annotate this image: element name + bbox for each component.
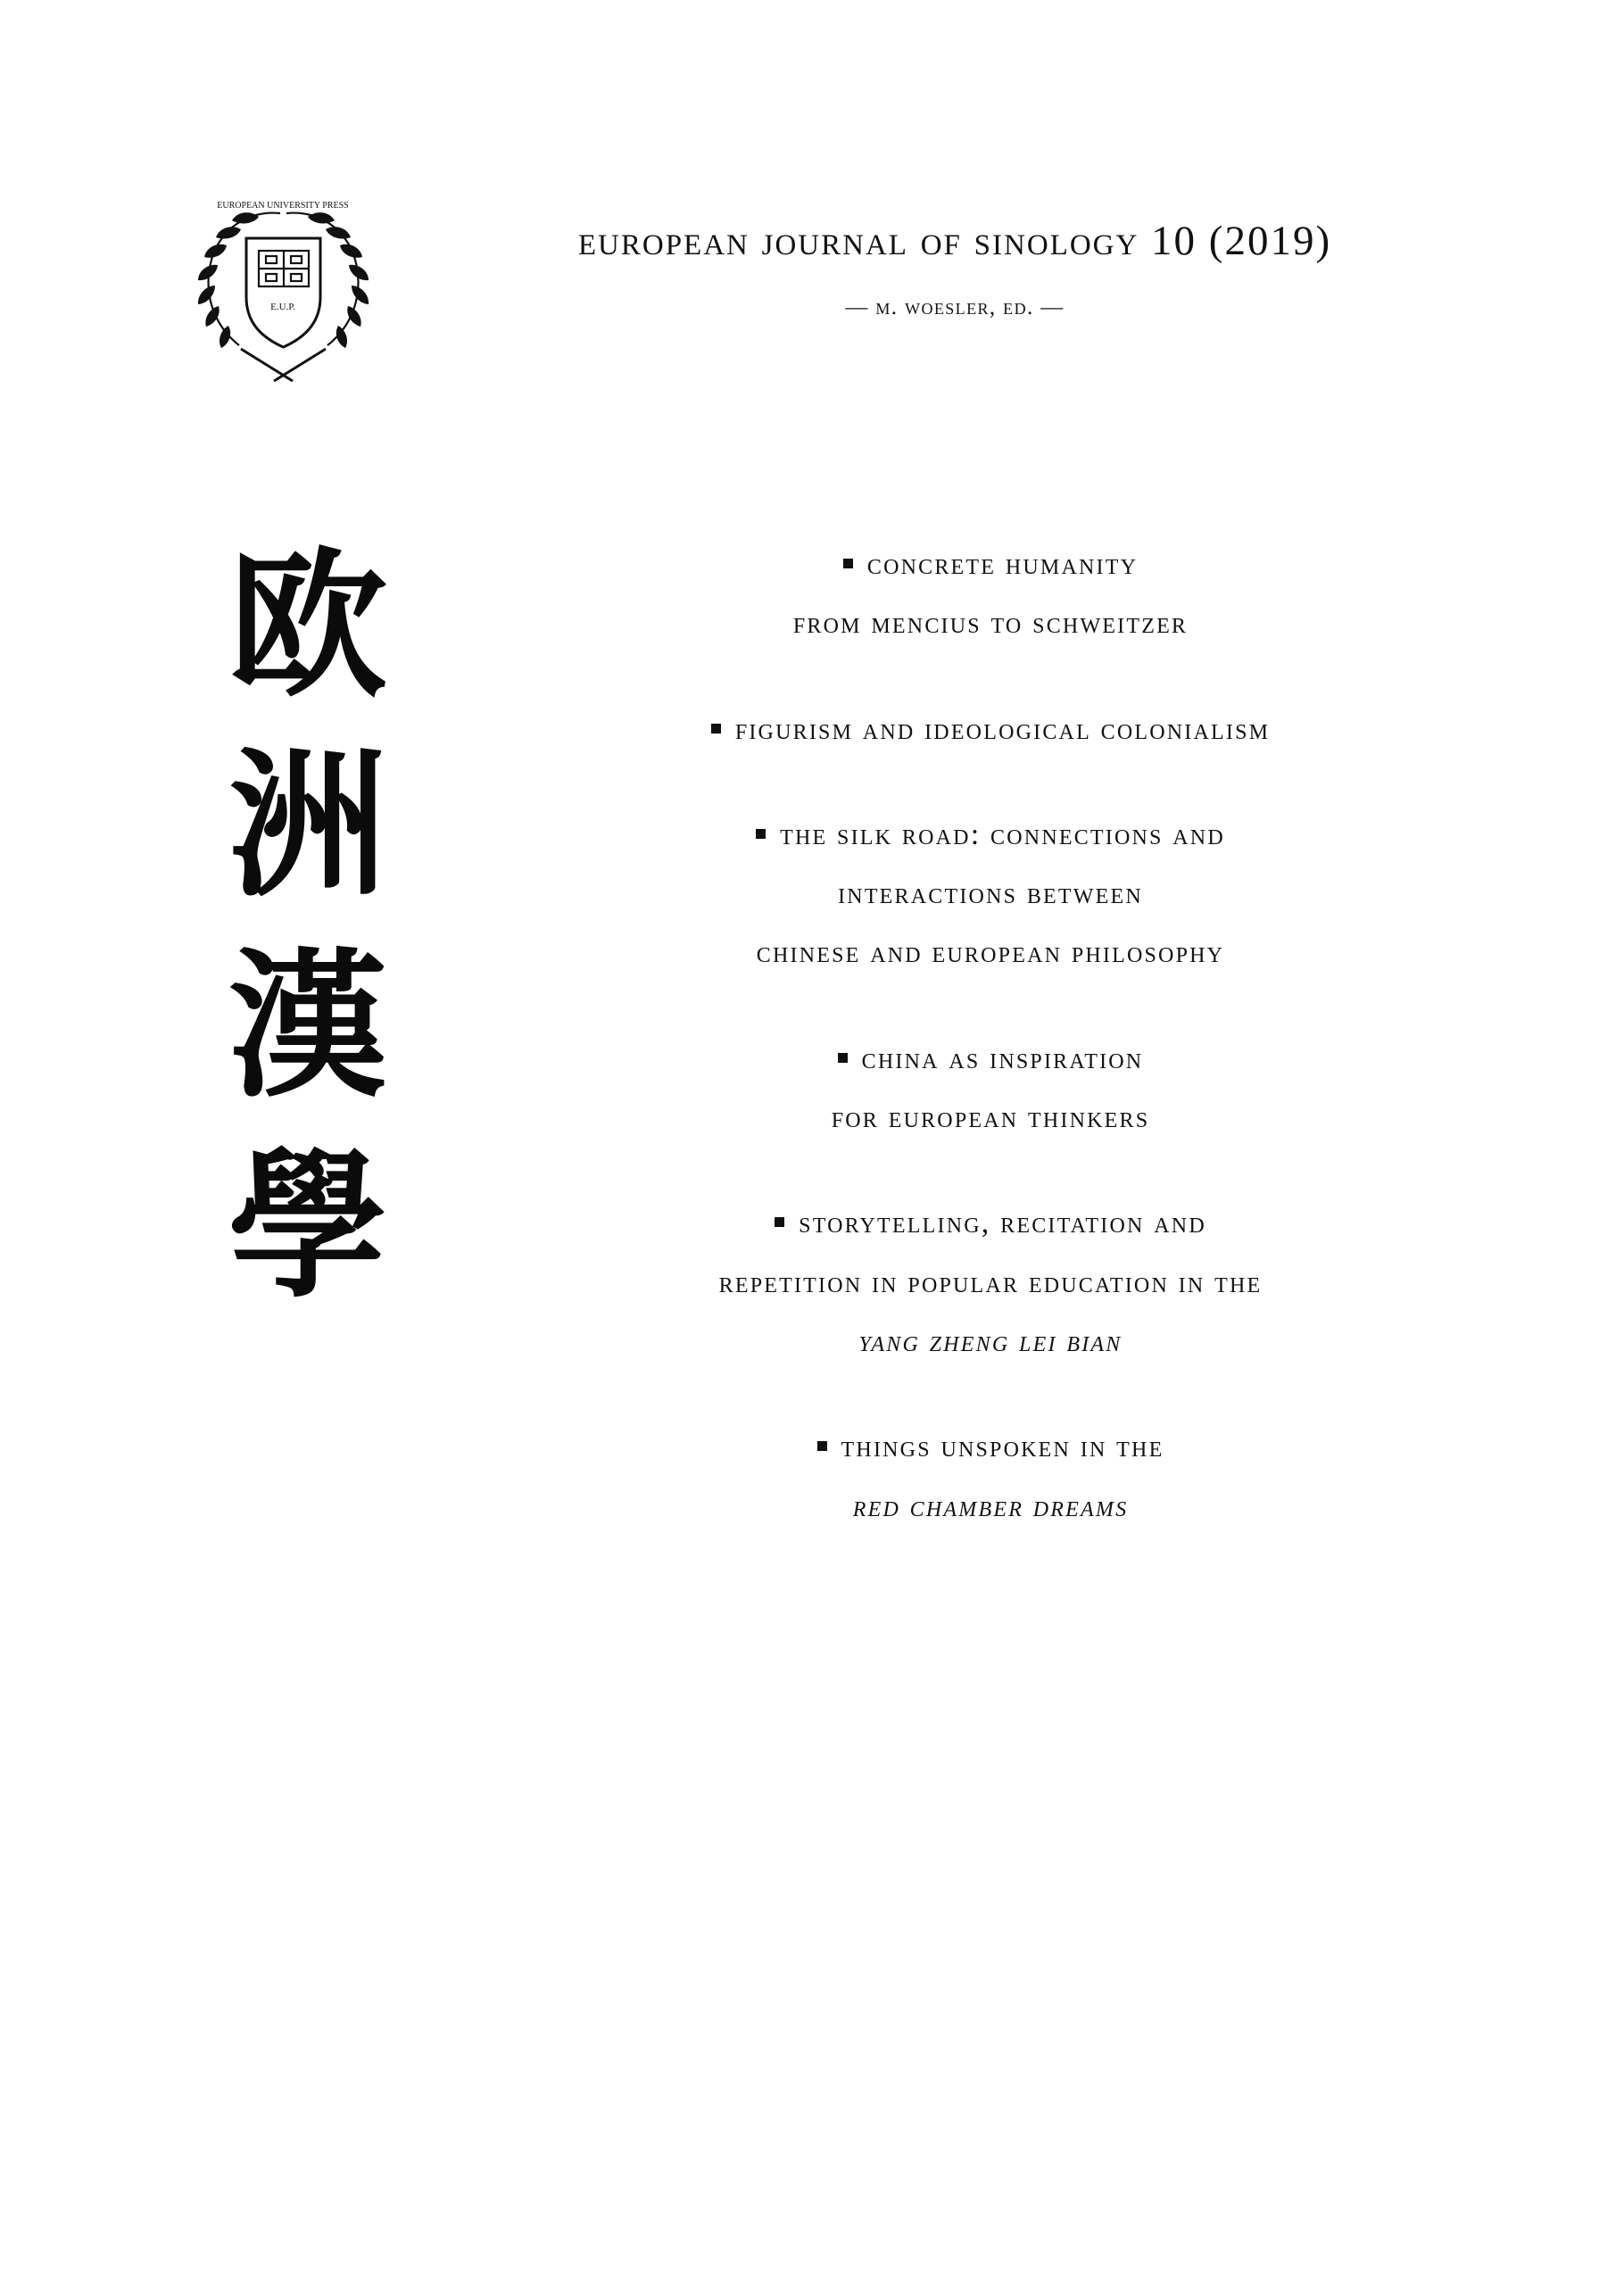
european-university-press-crest-icon xyxy=(187,192,379,393)
square-bullet-icon xyxy=(775,1217,784,1227)
contents-entry-line xyxy=(482,1194,1499,1253)
contents-entry-text: concrete humanity xyxy=(866,548,1139,581)
contents-entry[interactable] xyxy=(482,700,1499,759)
chinese-char-1: 欧 xyxy=(228,534,387,718)
contents-entry-text: china as inspiration xyxy=(861,1041,1144,1075)
contents-entry-line xyxy=(482,806,1499,865)
contents-entry-text: interactions between xyxy=(838,877,1143,911)
contents-entry-text: things unspoken in the xyxy=(841,1430,1164,1464)
contents-entry-line xyxy=(482,1418,1499,1477)
chinese-char-2: 洲 xyxy=(228,734,387,919)
contents-entry-line xyxy=(482,1478,1499,1537)
contents-entry-line xyxy=(482,1254,1499,1313)
contents-entry-text: red chamber dreams xyxy=(852,1489,1129,1523)
square-bullet-icon xyxy=(756,829,766,839)
contents-entry[interactable] xyxy=(482,1030,1499,1148)
contents-list xyxy=(482,535,1499,1537)
contents-entry-line xyxy=(482,924,1499,982)
masthead-text-block xyxy=(393,219,1517,320)
contents-entry-line xyxy=(482,1030,1499,1089)
square-bullet-icon xyxy=(838,1053,848,1063)
contents-entry-line xyxy=(482,1089,1499,1148)
contents-entry-text: chinese and european philosophy xyxy=(756,936,1225,970)
square-bullet-icon xyxy=(711,724,721,734)
editor-credit: — m. woesler, ed. — xyxy=(845,294,1065,319)
contents-entry-text: storytelling, recitation and xyxy=(799,1206,1206,1240)
square-bullet-icon xyxy=(817,1441,827,1451)
contents-entry-text: the silk road: connections and xyxy=(780,817,1225,851)
contents-entry[interactable] xyxy=(482,806,1499,983)
contents-entry[interactable] xyxy=(482,1418,1499,1537)
journal-title: european journal of sinology 10 (2019) xyxy=(577,218,1332,264)
chinese-char-3: 漢 xyxy=(228,933,387,1119)
contents-entry-text: repetition in popular education in the xyxy=(718,1265,1263,1299)
contents-entry-text: figurism and ideological colonialism xyxy=(734,712,1271,746)
contents-entry-line xyxy=(482,865,1499,924)
contents-entry-line xyxy=(482,594,1499,653)
contents-entry-line xyxy=(482,535,1499,594)
contents-entry-text: for european thinkers xyxy=(831,1101,1150,1135)
contents-entry[interactable] xyxy=(482,535,1499,654)
contents-entry[interactable] xyxy=(482,1194,1499,1372)
chinese-title-column xyxy=(192,526,424,1327)
crest-top-text: EUROPEAN UNIVERSITY PRESS xyxy=(217,201,349,211)
square-bullet-icon xyxy=(843,559,853,568)
contents-entry-line xyxy=(482,700,1499,759)
contents-entry-text: yang zheng lei bian xyxy=(858,1324,1123,1358)
chinese-char-4: 學 xyxy=(228,1133,387,1319)
contents-entry-line xyxy=(482,1313,1499,1372)
masthead xyxy=(0,192,1624,424)
contents-entry-text: from mencius to schweitzer xyxy=(792,607,1189,641)
crest-bottom-text: E.U.P. xyxy=(270,302,295,312)
